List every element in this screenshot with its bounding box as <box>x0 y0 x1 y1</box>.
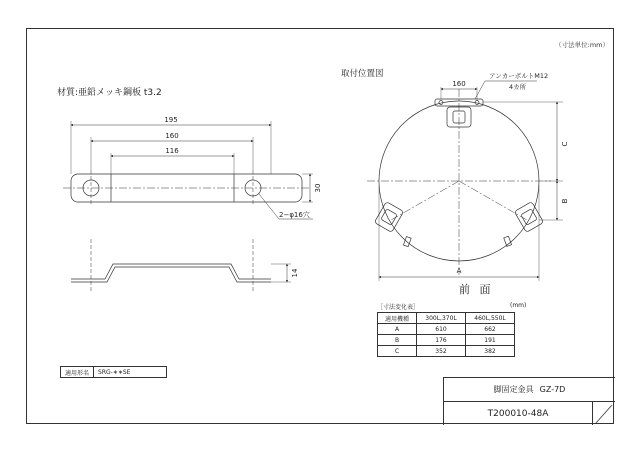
bracket-left <box>374 202 403 233</box>
dim-label-b: B <box>561 198 569 204</box>
dim-anchor-pitch: 160 <box>452 80 466 88</box>
hole-note: 2−φ16穴 <box>279 211 310 219</box>
table-cell: 662 <box>466 324 515 335</box>
dimension-table-title: ［寸法変化表］ <box>377 304 420 311</box>
dim-label-c: C <box>561 141 569 147</box>
drawing-sheet <box>26 28 614 424</box>
table-cell: C <box>378 346 417 357</box>
table-header: 460L,550L <box>466 313 515 324</box>
bracket-right <box>514 202 543 233</box>
anchor-count-note: 4カ所 <box>509 83 527 91</box>
part-name: 脚固定金具 <box>493 385 534 394</box>
mounting-diagram-title: 取付位置図 <box>341 69 384 79</box>
model-label: 適用形名 <box>61 367 94 378</box>
table-header: 300L,370L <box>417 313 466 324</box>
table-cell: B <box>378 335 417 346</box>
dimension-table-unit: (mm) <box>510 302 527 309</box>
table-header: 適用機種 <box>378 313 417 324</box>
anchor-bolt-note: アンカーボルトM12 <box>489 72 549 80</box>
technical-drawing <box>27 29 615 425</box>
dim-hole-pitch: 160 <box>165 132 179 140</box>
dim-width: 30 <box>314 183 322 193</box>
dim-label-a: A <box>456 267 462 275</box>
material-spec: 材質:亜鉛メッキ鋼板 t3.2 <box>57 88 162 98</box>
mounting-plan-view <box>367 81 563 281</box>
table-cell: A <box>378 324 417 335</box>
front-label: 前 面 <box>459 283 494 296</box>
part-code: GZ-7D <box>539 385 566 394</box>
dim-overall-length: 195 <box>164 116 178 124</box>
bracket-side-view <box>71 239 291 291</box>
dim-inner-length: 116 <box>165 147 179 155</box>
dim-height: 14 <box>291 268 299 278</box>
bracket-plan-view <box>63 121 313 219</box>
table-cell: 176 <box>417 335 466 346</box>
model-value: SRG-∗∗SE <box>94 367 167 378</box>
unit-note: （寸法単位:mm） <box>555 41 609 49</box>
table-cell: 191 <box>466 335 515 346</box>
drawing-number: T200010-48A <box>487 409 549 419</box>
table-cell: 610 <box>417 324 466 335</box>
table-cell: 382 <box>466 346 515 357</box>
table-cell: 352 <box>417 346 466 357</box>
